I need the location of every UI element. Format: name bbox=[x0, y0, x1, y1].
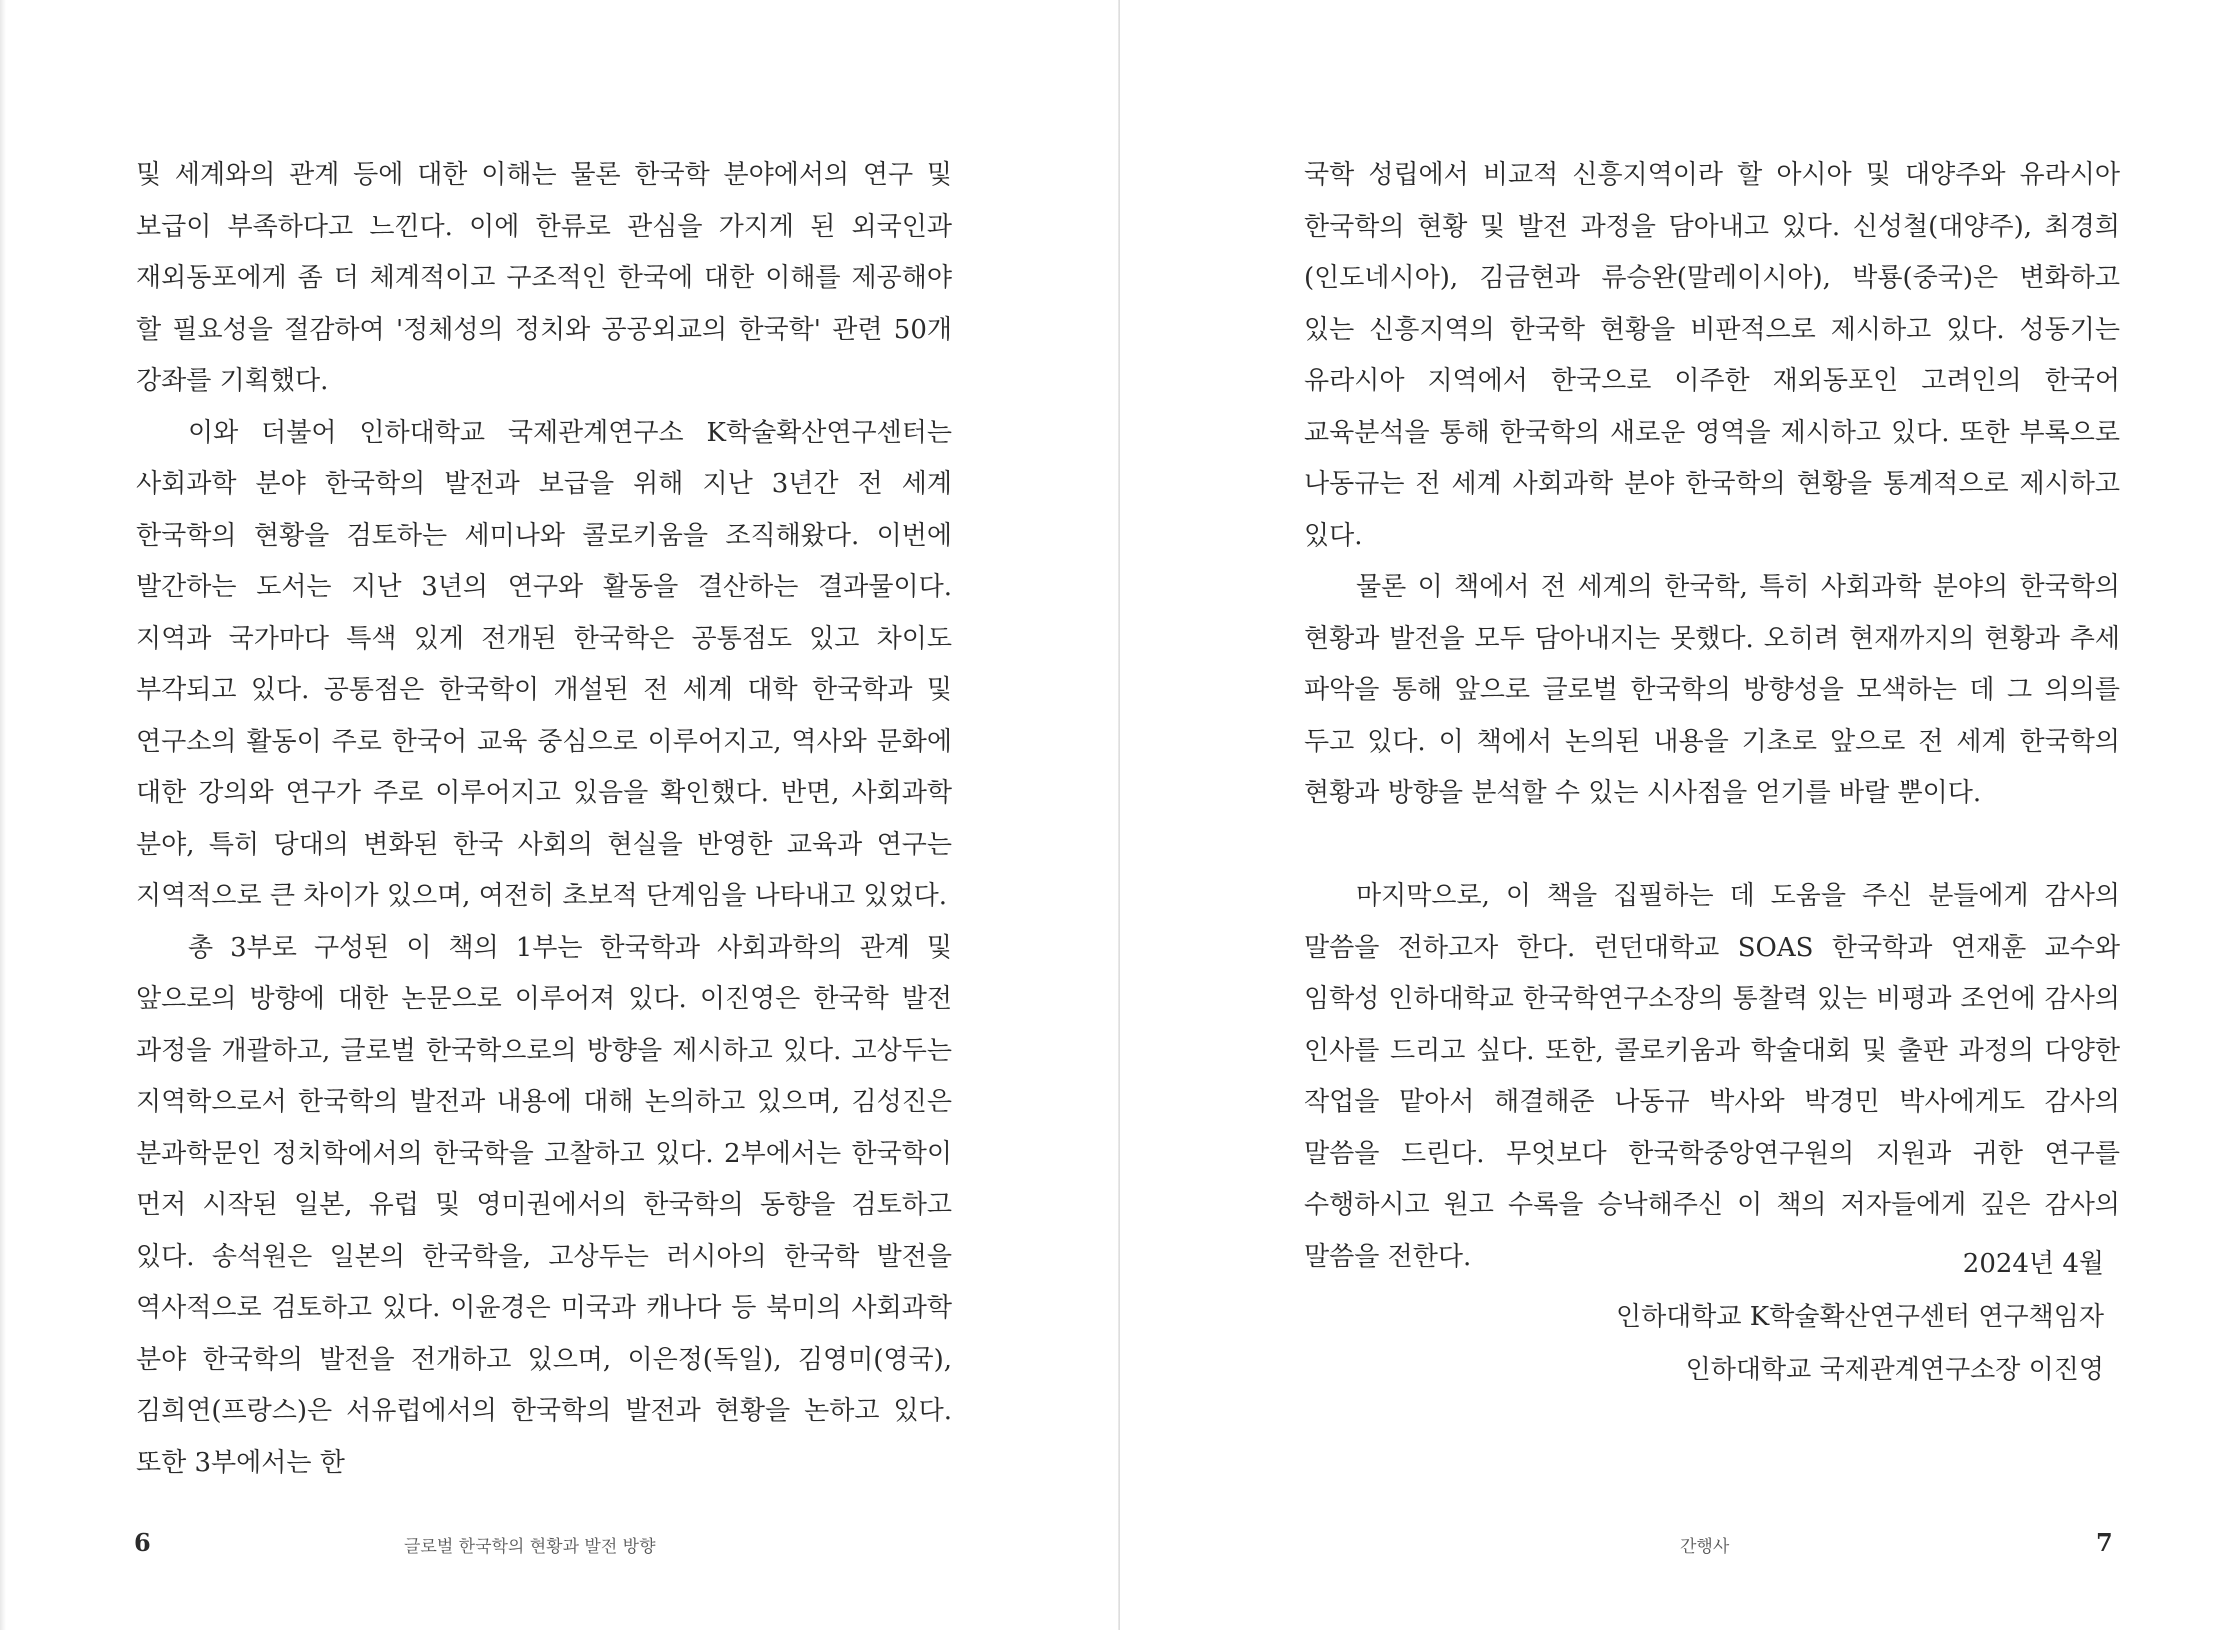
page-edge-shadow bbox=[0, 0, 6, 1630]
body-paragraph: 및 세계와의 관계 등에 대한 이해는 물론 한국학 분야에서의 연구 및 보급이 부족하다고 느낀다. 이에 한류로 관심을 가지게 된 외국인과 재외동포에게 좀 더 체계적이고 구조적인 한국에 대한 이해를 제공해야 할 필요성을 절감하여 '정체성의 정치와 공공외교의 한국학' 관련 50개 강좌를 기획했다. bbox=[136, 160, 952, 396]
running-title: 간행사 bbox=[1680, 1537, 1730, 1557]
right-page-body bbox=[1304, 150, 2120, 1283]
page-number: 6 bbox=[134, 1528, 151, 1557]
signature-line: 인하대학교 국제관계연구소장 이진영 bbox=[1685, 1355, 2104, 1385]
body-paragraph: 국학 성립에서 비교적 신흥지역이라 할 아시아 및 대양주와 유라시아 한국학의 현황 및 발전 과정을 담아내고 있다. 신성철(대양주), 최경희(인도네시아), 김금현과 류승완(말레이시아), 박룡(중국)은 변화하고 있는 신흥지역의 한국학 현황을 비판적으로 제시하고 있다. 성동기는 유라시아 지역에서 한국으로 이주한 재외동포인 고려인의 한국어 교육분석을 통해 한국학의 새로운 영역을 제시하고 있다. 또한 부록으로 나동규는 전 세계 사회과학 분야 한국학의 현황을 통계적으로 제시하고 있다. bbox=[1304, 160, 2120, 551]
signature-line: 인하대학교 K학술확산연구센터 연구책임자 bbox=[1615, 1302, 2104, 1332]
left-page-body bbox=[136, 150, 952, 1489]
body-paragraph: 마지막으로, 이 책을 집필하는 데 도움을 주신 분들에게 감사의 말씀을 전하고자 한다. 런던대학교 SOAS 한국학과 연재훈 교수와 임학성 인하대학교 한국학연구소장의 통찰력 있는 비평과 조언에 감사의 인사를 드리고 싶다. 또한, 콜로키움과 학술대회 및 출판 과정의 다양한 작업을 맡아서 해결해준 나동규 박사와 박경민 박사에게도 감사의 말씀을 드린다. 무엇보다 한국학중앙연구원의 지원과 귀한 연구를 수행하시고 원고 수록을 승낙해주신 이 책의 저자들에게 깊은 감사의 말씀을 전한다. bbox=[1304, 881, 2120, 1272]
right-page bbox=[1120, 0, 2240, 1630]
body-paragraph: 총 3부로 구성된 이 책의 1부는 한국학과 사회과학의 관계 및 앞으로의 방향에 대한 논문으로 이루어져 있다. 이진영은 한국학 발전 과정을 개괄하고, 글로벌 한국학으로의 방향을 제시하고 있다. 고상두는 지역학으로서 한국학의 발전과 내용에 대해 논의하고 있으며, 김성진은 분과학문인 정치학에서의 한국학을 고찰하고 있다. 2부에서는 한국학이 먼저 시작된 일본, 유럽 및 영미권에서의 한국학의 동향을 검토하고 있다. 송석원은 일본의 한국학을, 고상두는 러시아의 한국학 발전을 역사적으로 검토하고 있다. 이윤경은 미국과 캐나다 등 북미의 사회과학 분야 한국학의 발전을 전개하고 있으며, 이은정(독일), 김영미(영국), 김희연(프랑스)은 서유럽에서의 한국학의 발전과 현황을 논하고 있다. 또한 3부에서는 한 bbox=[136, 932, 952, 1478]
signature-block bbox=[1616, 1238, 2104, 1397]
body-paragraph: 물론 이 책에서 전 세계의 한국학, 특히 사회과학 분야의 한국학의 현황과 발전을 모두 담아내지는 못했다. 오히려 현재까지의 현황과 추세 파악을 통해 앞으로 글로벌 한국학의 방향성을 모색하는 데 그 의의를 두고 있다. 이 책에서 논의된 내용을 기초로 앞으로 전 세계 한국학의 현황과 방향을 분석할 수 있는 시사점을 얻기를 바랄 뿐이다. bbox=[1304, 572, 2120, 808]
paragraph-spacer bbox=[1304, 820, 2120, 872]
running-title: 글로벌 한국학의 현황과 발전 방향 bbox=[404, 1537, 656, 1557]
body-paragraph: 이와 더불어 인하대학교 국제관계연구소 K학술확산연구센터는 사회과학 분야 한국학의 발전과 보급을 위해 지난 3년간 전 세계 한국학의 현황을 검토하는 세미나와 콜로키움을 조직해왔다. 이번에 발간하는 도서는 지난 3년의 연구와 활동을 결산하는 결과물이다. 지역과 국가마다 특색 있게 전개된 한국학은 공통점도 있고 차이도 부각되고 있다. 공통점은 한국학이 개설된 전 세계 대학 한국학과 및 연구소의 활동이 주로 한국어 교육 중심으로 이루어지고, 역사와 문화에 대한 강의와 연구가 주로 이루어지고 있음을 확인했다. 반면, 사회과학 분야, 특히 당대의 변화된 한국 사회의 현실을 반영한 교육과 연구는 지역적으로 큰 차이가 있으며, 여전히 초보적 단계임을 나타내고 있었다. bbox=[136, 417, 952, 911]
signature-date: 2024년 4월 bbox=[1962, 1249, 2104, 1279]
page-number: 7 bbox=[2096, 1528, 2113, 1557]
